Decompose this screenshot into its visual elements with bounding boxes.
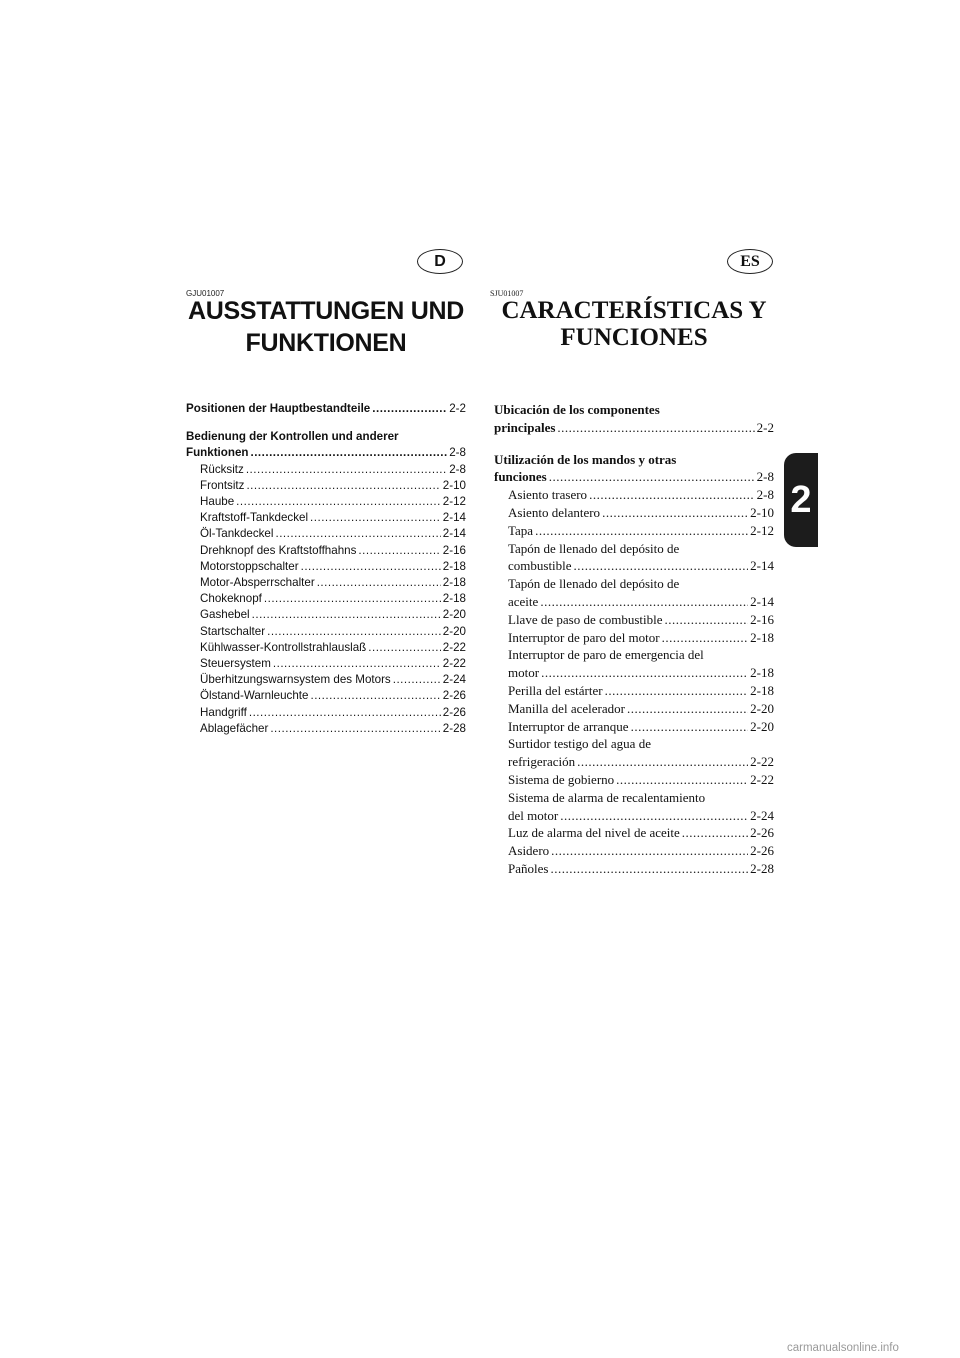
language-badge-de: D (417, 249, 463, 274)
toc-entry[interactable]: principales ..... 2-2 (494, 419, 774, 437)
toc-german (186, 401, 466, 737)
toc-entry[interactable]: motor ..... 2-18 (494, 664, 774, 682)
section-code-de: GJU01007 (186, 289, 225, 298)
toc-entry-line1: Bedienung der Kontrollen und anderer (186, 430, 399, 444)
toc-entry[interactable]: del motor ..... 2-24 (494, 807, 774, 825)
toc-entry[interactable]: Tapa ..... 2-12 (494, 522, 774, 540)
toc-entry[interactable]: Öl-Tankdeckel ..... 2-14 (186, 526, 466, 542)
toc-entry[interactable]: Luz de alarma del nivel de aceite ..... 2-26 (494, 824, 774, 842)
toc-entry-line1: Sistema de alarma de recalentamiento (508, 789, 706, 805)
toc-entry[interactable]: funciones ..... 2-8 (494, 468, 774, 486)
toc-entry[interactable]: Positionen der Hauptbestandteile ..... 2-2 (186, 401, 466, 417)
toc-entry[interactable]: Motorstoppschalter ..... 2-18 (186, 559, 466, 575)
toc-entry[interactable]: Handgriff ..... 2-26 (186, 705, 466, 721)
toc-entry[interactable]: Gashebel ..... 2-20 (186, 607, 466, 623)
toc-entry[interactable]: Rücksitz ..... 2-8 (186, 462, 466, 478)
toc-entry[interactable]: Kühlwasser-Kontrollstrahlauslaß ..... 2-22 (186, 640, 466, 656)
toc-entry[interactable]: Startschalter ..... 2-20 (186, 624, 466, 640)
toc-entry[interactable]: Ölstand-Warnleuchte ..... 2-26 (186, 688, 466, 704)
toc-entry[interactable]: Kraftstoff-Tankdeckel ..... 2-14 (186, 510, 466, 526)
toc-entry[interactable]: Interruptor de arranque ..... 2-20 (494, 718, 774, 736)
toc-entry[interactable]: Sistema de gobierno ..... 2-22 (494, 771, 774, 789)
toc-entry-line1: Tapón de llenado del depósito de (508, 576, 680, 592)
watermark: carmanualsonline.info (787, 1342, 899, 1354)
toc-entry[interactable]: Ablagefächer ..... 2-28 (186, 721, 466, 737)
toc-entry[interactable]: Asiento delantero ..... 2-10 (494, 504, 774, 522)
language-badge-es: ES (727, 249, 773, 274)
toc-entry-line1: Utilización de los mandos y otras (494, 451, 677, 467)
toc-entry[interactable]: Llave de paso de combustible ..... 2-16 (494, 611, 774, 629)
toc-entry[interactable]: Haube ..... 2-12 (186, 494, 466, 510)
toc-entry[interactable]: Motor-Absperrschalter ..... 2-18 (186, 575, 466, 591)
toc-entry[interactable]: Pañoles ..... 2-28 (494, 860, 774, 878)
toc-entry[interactable]: refrigeración ..... 2-22 (494, 753, 774, 771)
chapter-title-es: CARACTERÍSTICAS Y FUNCIONES (501, 297, 767, 351)
toc-entry[interactable]: Interruptor de paro del motor ..... 2-18 (494, 629, 774, 647)
toc-entry[interactable]: Steuersystem ..... 2-22 (186, 656, 466, 672)
toc-entry-line1: Ubicación de los componentes (494, 402, 660, 417)
toc-entry[interactable]: Asidero ..... 2-26 (494, 842, 774, 860)
toc-entry[interactable]: Funktionen ..... 2-8 (186, 445, 466, 461)
toc-entry[interactable]: Drehknopf des Kraftstoffhahns ..... 2-16 (186, 543, 466, 559)
section-code-es: SJU01007 (490, 289, 524, 298)
toc-entry[interactable]: Perilla del estárter ..... 2-18 (494, 682, 774, 700)
toc-entry-line1: Tapón de llenado del depósito de (508, 540, 680, 556)
chapter-title-de: AUSSTATTUNGEN UND FUNKTIONEN (188, 297, 464, 357)
toc-entry[interactable]: Manilla del acelerador ..... 2-20 (494, 700, 774, 718)
toc-entry[interactable]: Überhitzungswarnsystem des Motors ..... 2-24 (186, 672, 466, 688)
toc-entry[interactable]: aceite ..... 2-14 (494, 593, 774, 611)
toc-entry[interactable]: Chokeknopf ..... 2-18 (186, 591, 466, 607)
toc-entry-line1: Surtidor testigo del agua de (508, 736, 651, 752)
toc-entry[interactable]: Frontsitz ..... 2-10 (186, 478, 466, 494)
toc-entry-line1: Interruptor de paro de emergencia del (508, 647, 704, 663)
toc-entry[interactable]: Asiento trasero ..... 2-8 (494, 486, 774, 504)
toc-entry[interactable]: combustible ..... 2-14 (494, 557, 774, 575)
toc-spanish (494, 401, 774, 878)
chapter-tab: 2 (784, 453, 818, 547)
